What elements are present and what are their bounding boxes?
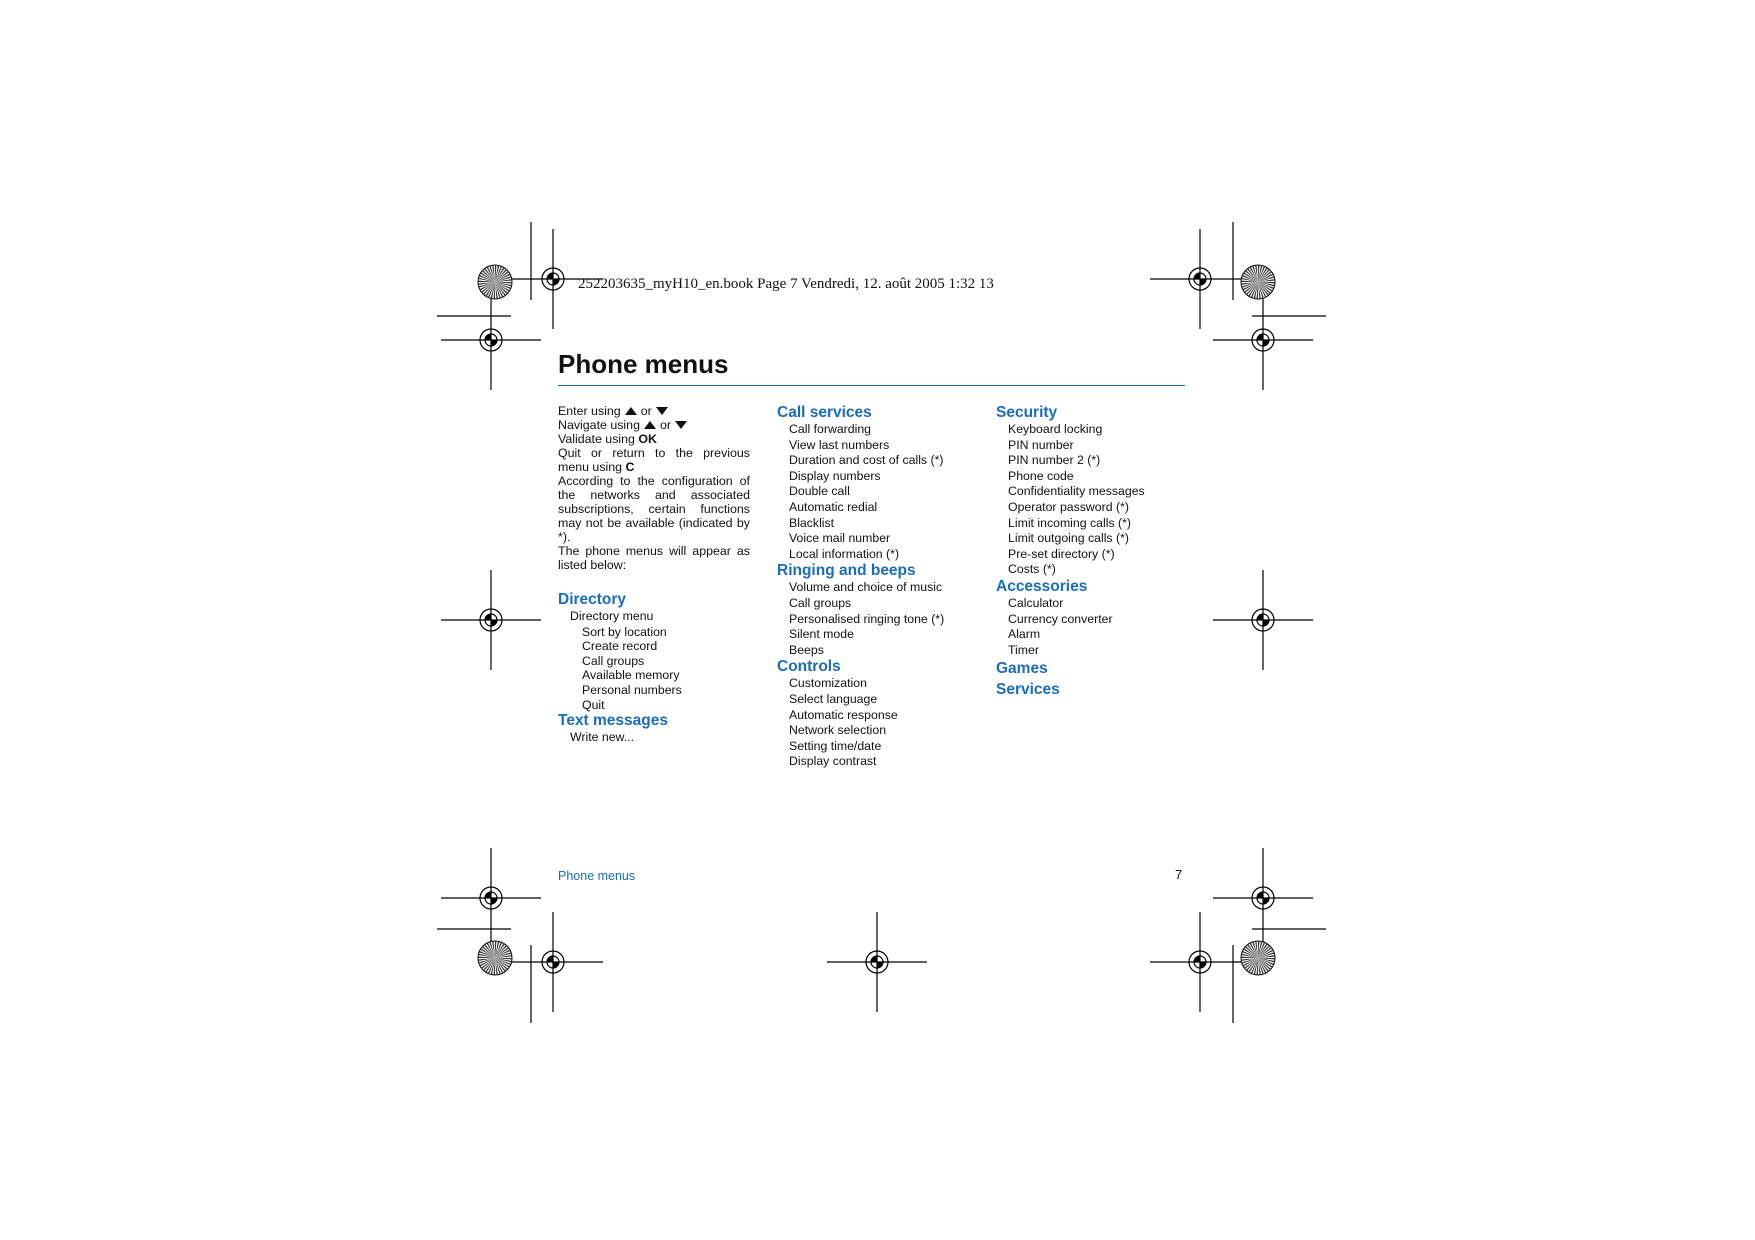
starburst-target-icon: [478, 941, 512, 975]
section-title-controls: Controls: [777, 658, 841, 676]
section-title-games: Games: [996, 660, 1048, 678]
intro-text: [558, 404, 750, 572]
list-item: Timer: [1008, 642, 1039, 657]
list-item: Currency converter: [1008, 611, 1113, 626]
list-item: PIN number: [1008, 437, 1074, 452]
list-item: Display contrast: [789, 754, 877, 769]
section-title-accessories: Accessories: [996, 577, 1088, 595]
section-title-directory: Directory: [558, 591, 627, 608]
crosshair-registration-icon: [1213, 848, 1313, 948]
list-item: Costs (*): [1008, 562, 1056, 577]
crosshair-registration-icon: [1213, 290, 1313, 390]
security-list: [996, 422, 1188, 578]
controls-list: [777, 676, 969, 770]
list-item: Personalised ringing tone (*): [789, 611, 945, 626]
list-item: Limit incoming calls (*): [1008, 515, 1131, 530]
section-title-services: Services: [996, 681, 1060, 699]
list-item: Keyboard locking: [1008, 422, 1103, 436]
list-item: Blacklist: [789, 515, 835, 530]
list-item: Phone code: [1008, 468, 1074, 483]
triangle-down-icon: [675, 421, 687, 429]
crosshair-registration-icon: [441, 290, 541, 390]
intro-validate: Validate using OK: [558, 432, 657, 446]
list-item: Duration and cost of calls (*): [789, 453, 944, 468]
print-header: 252203635_myH10_en.book Page 7 Vendredi, 12. août 2005 1:32 13: [578, 276, 994, 292]
list-item: Double call: [789, 484, 850, 499]
starburst-target-icon: [478, 265, 512, 299]
list-item: Call groups: [582, 653, 645, 668]
list-item: Alarm: [1008, 627, 1041, 642]
column-right: [996, 404, 1188, 699]
text-messages-list: [558, 730, 750, 746]
list-item: View last numbers: [789, 437, 890, 452]
list-item: Sort by location: [582, 624, 667, 639]
section-title-ringing-and-beeps: Ringing and beeps: [777, 562, 916, 580]
list-item: Customization: [789, 676, 867, 691]
intro-listed: The phone menus will appear as listed below:: [558, 544, 750, 572]
list-item: Quit: [582, 697, 605, 712]
ringing-and-beeps-list: [777, 580, 969, 658]
crosshair-registration-icon: [1150, 912, 1250, 1012]
list-item: Pre-set directory (*): [1008, 546, 1115, 561]
accessories-list: [996, 596, 1188, 658]
list-item: Automatic redial: [789, 499, 878, 514]
page-number: 7: [1175, 867, 1183, 882]
intro-enter: Enter using or: [558, 404, 750, 418]
list-item: Personal numbers: [582, 682, 682, 697]
list-item: Select language: [789, 691, 878, 706]
list-item: Available memory: [582, 668, 680, 683]
crosshair-registration-icon: [503, 912, 603, 1012]
crosshair-registration-icon: [1213, 570, 1313, 670]
list-item: Limit outgoing calls (*): [1008, 531, 1129, 546]
triangle-up-icon: [644, 421, 656, 429]
list-item: Silent mode: [789, 627, 854, 642]
list-item: Confidentiality messages: [1008, 484, 1145, 499]
intro-config: According to the configuration of the networks and associated subscriptions, certain functions may not be available (indicated by *).: [558, 474, 750, 544]
column-middle: [777, 404, 969, 770]
list-item: Display numbers: [789, 468, 881, 483]
crosshair-registration-icon: [441, 570, 541, 670]
starburst-target-icon: [1241, 265, 1275, 299]
ok-key-label: OK: [638, 432, 657, 446]
c-key-label: C: [625, 460, 635, 474]
section-title-text-messages: Text messages: [558, 712, 668, 730]
directory-list: [558, 609, 750, 712]
triangle-up-icon: [625, 407, 637, 415]
list-item: Operator password (*): [1008, 499, 1129, 514]
list-item: Call groups: [789, 595, 852, 610]
list-item: Write new...: [570, 730, 635, 745]
list-item: Beeps: [789, 642, 824, 657]
list-item: Directory menu: [570, 609, 654, 623]
list-item: Network selection: [789, 723, 887, 738]
triangle-down-icon: [656, 407, 668, 415]
footer-section-label: Phone menus: [558, 869, 636, 883]
page-title: Phone menus: [558, 349, 729, 379]
column-left: [558, 404, 750, 746]
section-title-call-services: Call services: [777, 404, 872, 421]
crosshair-registration-icon: [827, 912, 927, 1012]
list-item: Automatic response: [789, 707, 898, 722]
crosshair-registration-icon: [441, 848, 541, 948]
intro-navigate: Navigate using or: [558, 418, 750, 432]
list-item: Local information (*): [789, 546, 900, 561]
list-item: Calculator: [1008, 595, 1064, 610]
section-title-security: Security: [996, 404, 1058, 421]
list-item: Setting time/date: [789, 738, 882, 753]
call-services-list: [777, 422, 969, 562]
list-item: Create record: [582, 639, 658, 654]
title-rule: [558, 385, 1185, 386]
starburst-target-icon: [1241, 941, 1275, 975]
list-item: Voice mail number: [789, 531, 891, 546]
intro-quit: Quit or return to the previous menu using C: [558, 446, 750, 474]
list-item: Call forwarding: [789, 422, 872, 436]
list-item: Volume and choice of music: [789, 580, 943, 595]
list-item: PIN number 2 (*): [1008, 453, 1101, 468]
